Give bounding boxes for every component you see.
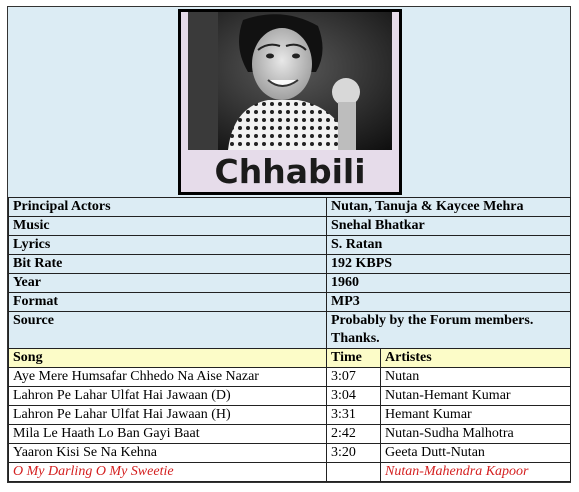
info-value: MP3	[327, 293, 571, 312]
song-title: Yaaron Kisi Se Na Kehna	[9, 444, 327, 463]
info-value: 192 KBPS	[327, 255, 571, 274]
song-artistes: Nutan-Hemant Kumar	[381, 387, 571, 406]
info-value: Nutan, Tanuja & Kaycee Mehra	[327, 198, 571, 217]
song-artistes: Geeta Dutt-Nutan	[381, 444, 571, 463]
song-artistes: Nutan-Sudha Malhotra	[381, 425, 571, 444]
song-time: 3:20	[327, 444, 381, 463]
info-row-lyrics	[9, 236, 571, 255]
info-row-format	[9, 293, 571, 312]
info-label: Lyrics	[9, 236, 327, 255]
actress-photo-image	[188, 12, 392, 150]
info-row-actors	[9, 198, 571, 217]
song-title: Mila Le Haath Lo Ban Gayi Baat	[9, 425, 327, 444]
info-row-music	[9, 217, 571, 236]
info-value: 1960	[327, 274, 571, 293]
info-label: Principal Actors	[9, 198, 327, 217]
song-title: Aye Mere Humsafar Chhedo Na Aise Nazar	[9, 368, 327, 387]
info-row-source	[9, 312, 571, 349]
poster-photo	[188, 12, 392, 150]
info-label: Format	[9, 293, 327, 312]
song-time: 2:42	[327, 425, 381, 444]
info-label: Music	[9, 217, 327, 236]
time-column-header: Time	[327, 349, 381, 368]
movie-poster	[178, 9, 402, 195]
info-value: Snehal Bhatkar	[327, 217, 571, 236]
song-column-header: Song	[9, 349, 327, 368]
song-time: 3:04	[327, 387, 381, 406]
info-row-bitrate	[9, 255, 571, 274]
song-row	[9, 368, 571, 387]
song-time: 3:07	[327, 368, 381, 387]
info-value: S. Ratan	[327, 236, 571, 255]
song-artistes: Hemant Kumar	[381, 406, 571, 425]
poster-title: Chhabili	[214, 152, 366, 191]
poster-frame	[181, 12, 399, 192]
info-row-year	[9, 274, 571, 293]
info-value: Probably by the Forum members. Thanks.	[327, 312, 571, 349]
info-label: Bit Rate	[9, 255, 327, 274]
song-artistes: Nutan	[381, 368, 571, 387]
song-title: Lahron Pe Lahar Ulfat Hai Jawaan (D)	[9, 387, 327, 406]
album-details-table	[8, 197, 571, 482]
songs-header-row	[9, 349, 571, 368]
info-label: Year	[9, 274, 327, 293]
song-title: O My Darling O My Sweetie	[9, 463, 327, 482]
song-time	[327, 463, 381, 482]
song-row	[9, 406, 571, 425]
song-artistes: Nutan-Mahendra Kapoor	[381, 463, 571, 482]
song-row-highlighted	[9, 463, 571, 482]
song-time: 3:31	[327, 406, 381, 425]
song-row	[9, 387, 571, 406]
song-row	[9, 444, 571, 463]
song-row	[9, 425, 571, 444]
song-title: Lahron Pe Lahar Ulfat Hai Jawaan (H)	[9, 406, 327, 425]
album-info-sheet	[7, 6, 571, 483]
info-label: Source	[9, 312, 327, 349]
artistes-column-header: Artistes	[381, 349, 571, 368]
poster-area	[8, 7, 570, 197]
